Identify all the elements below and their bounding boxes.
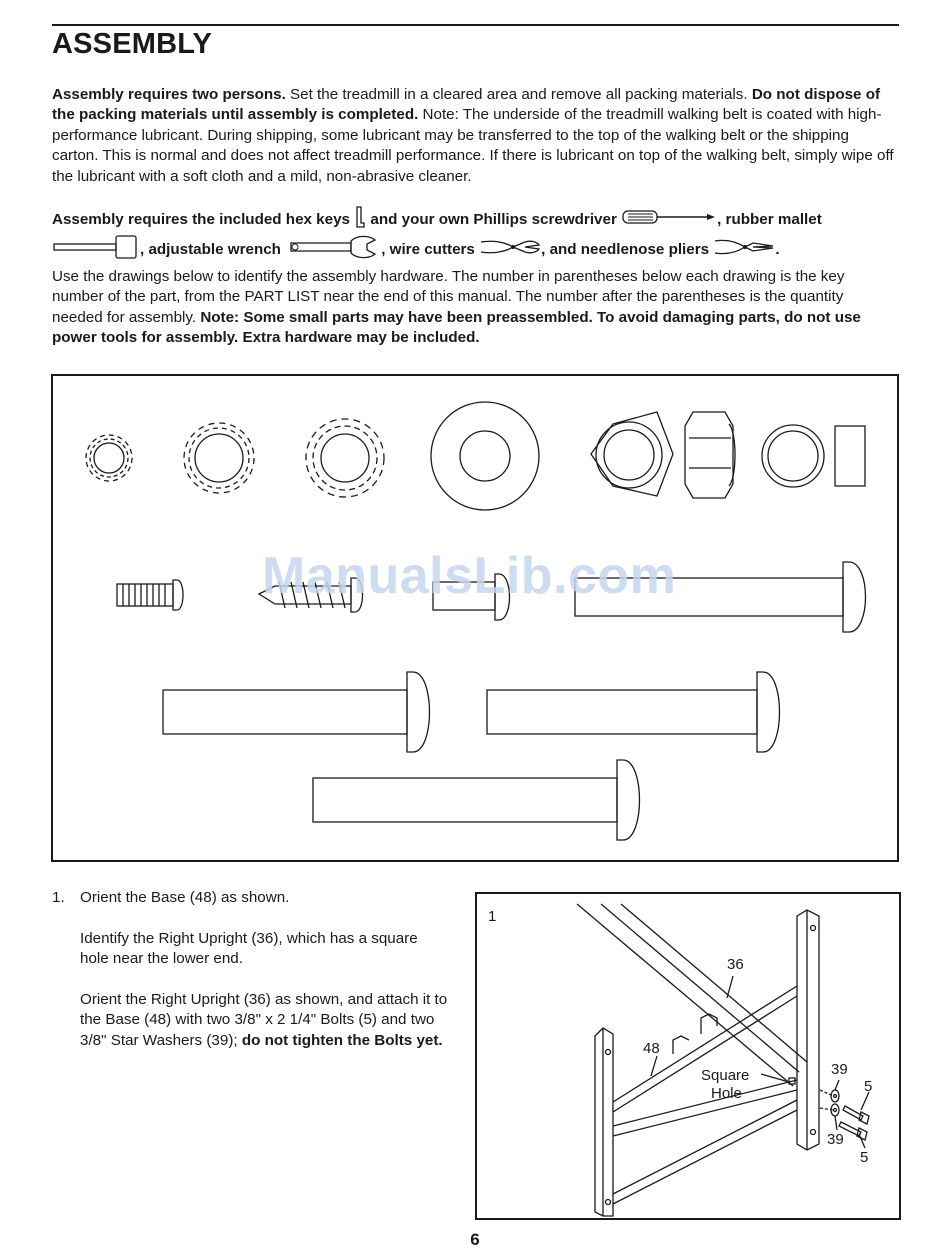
wrench-icon xyxy=(285,235,381,265)
nylon-locknut-drawing xyxy=(685,412,735,498)
tools-text-6: , and needlenose pliers xyxy=(541,241,710,259)
hardware-note xyxy=(52,267,894,349)
base-frame-drawing xyxy=(613,986,797,1204)
callout-36-leader xyxy=(727,976,733,998)
long-bolt-drawing-4 xyxy=(313,760,640,840)
step-number: 1. xyxy=(52,889,65,906)
machine-screw-drawing xyxy=(117,580,183,610)
wire-cutters-icon xyxy=(479,236,541,264)
page-title: ASSEMBLY xyxy=(52,28,213,60)
intro-bold-1: Assembly requires two persons. xyxy=(52,86,286,103)
hardware-note-bold: Note: Some small parts may have been preassembled. To avoid damaging parts, do not use power tools for assembly. Extra hardware may be included. xyxy=(52,308,861,347)
callout-5-lower: 5 xyxy=(860,1149,869,1166)
hardware-note-text: Use the drawings below to identify the assembly hardware. The number in parentheses below each drawing is the key number of the part, from the PART LIST near the end of this manual. The number after the parentheses is the quantity needed for assembly. xyxy=(52,268,845,326)
spacer-ring-drawing xyxy=(762,425,824,487)
callout-39-lower: 39 xyxy=(827,1131,844,1148)
flat-washer-drawing xyxy=(431,402,539,510)
figure-1-drawing xyxy=(477,894,903,1222)
tools-text-2: and your own Phillips screwdriver xyxy=(366,211,617,229)
step-1-warning: do not tighten the Bolts yet. xyxy=(241,1031,443,1049)
large-star-washer-drawing xyxy=(306,419,384,497)
callout-36: 36 xyxy=(727,956,744,973)
long-bolt-drawing-2 xyxy=(163,672,430,752)
step-1-line-3 xyxy=(80,990,450,1051)
hardware-drawings xyxy=(53,376,901,864)
right-post-drawing xyxy=(797,910,819,1150)
spacer-block-drawing xyxy=(835,426,865,486)
callout-39-upper: 39 xyxy=(831,1061,848,1078)
square-hole-leader xyxy=(761,1074,789,1082)
callout-48: 48 xyxy=(643,1040,660,1057)
square-hole-label-1: Square xyxy=(701,1067,750,1084)
step-1-line-3-text: Orient the Right Upright (36) as shown, and attach it to the Base (48) with two 3/8" x 2 1/4" Bolts (5) and two 3/8" Star Washers (39); xyxy=(80,991,448,1049)
tools-text-4: , adjustable wrench xyxy=(140,241,281,259)
square-hole-label-2: Hole xyxy=(711,1085,742,1102)
mallet-icon xyxy=(52,234,140,266)
step-1-text xyxy=(80,888,450,1072)
medium-star-washer-drawing xyxy=(184,423,254,493)
callout-5-upper: 5 xyxy=(864,1078,873,1095)
star-washer-upper xyxy=(831,1090,839,1102)
callout-48-leader xyxy=(651,1056,657,1076)
figure-number: 1 xyxy=(488,908,497,925)
intro-text-1: Set the treadmill in a cleared area and remove all packing materials. xyxy=(285,86,752,103)
watermark: ManualsLib.com xyxy=(262,547,677,605)
hardware-identification-box xyxy=(51,374,899,862)
tools-text-1: Assembly requires the included hex keys xyxy=(52,211,350,229)
step-1-line-1: Orient the Base (48) as shown. xyxy=(80,889,290,906)
hex-key-icon xyxy=(354,206,366,234)
pliers-icon xyxy=(713,236,775,264)
right-upright-drawing xyxy=(577,904,807,1086)
bolt-upper xyxy=(843,1106,869,1124)
long-bolt-drawing-3 xyxy=(487,672,780,752)
callout-39a-leader xyxy=(835,1080,839,1090)
intro-paragraph xyxy=(52,85,894,187)
top-rule xyxy=(52,24,899,26)
step-1-line-2: Identify the Right Upright (36), which has a square hole near the lower end. xyxy=(80,929,418,968)
tools-text-3: , rubber mallet xyxy=(717,211,822,229)
page-number: 6 xyxy=(470,1230,480,1249)
callout-39b-leader xyxy=(835,1116,837,1130)
left-post-drawing xyxy=(595,1028,613,1216)
figure-1 xyxy=(475,892,901,1220)
tools-text-5: , wire cutters xyxy=(381,241,475,259)
tools-text-7: . xyxy=(775,241,780,259)
small-star-washer-drawing xyxy=(86,435,132,481)
screwdriver-icon xyxy=(621,208,717,232)
tools-paragraph xyxy=(52,206,894,266)
intro-text-2: Note: The underside of the treadmill walking belt is coated with high-performance lubricant. During shipping, some lubricant may be transferred to the top of the walking belt or the shipping carton. This is normal and does not affect treadmill performance. If there is lubricant on top of the walking belt, simply wipe off the lubricant with a soft cloth and a mild, non-abrasive cleaner. xyxy=(52,106,894,185)
hex-nut-drawing xyxy=(591,412,673,496)
intro-bold-2: Do not dispose of the packing materials until assembly is completed. xyxy=(52,86,881,124)
callout-5b-leader xyxy=(859,1134,865,1148)
